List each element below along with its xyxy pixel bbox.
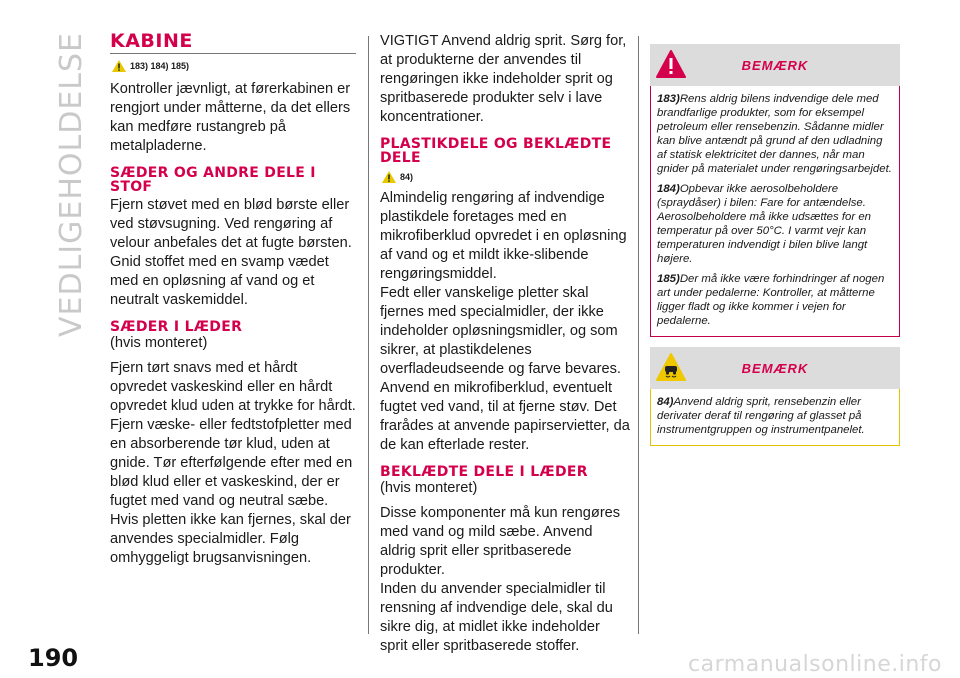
plastic-text-3: Anvend en mikrofiberklud, eventuelt fugtet ved vand, til at fjerne støv. Det frarådes at anvende papirservietter, da de kan efterlade rester.: [380, 380, 630, 453]
fabric-text: Fjern støvet med en blød børste eller ved støvsugning. Ved rengøring af velour anbefales det at fugte børsten. Gnid stoffet med en svamp vædet med en opløsning af vand og et neutralt vaskemiddel.: [110, 197, 352, 308]
leather-text: Fjern tørt snavs med et hårdt opvredet vaskeskind eller en hårdt opvredet klud uden at trykke for hårdt.: [110, 360, 356, 414]
column-divider-1: [368, 36, 369, 634]
leather-parts-subtitle: (hvis monteret): [380, 480, 478, 496]
note-item: [657, 395, 893, 437]
note-item-number: 185): [657, 273, 680, 285]
note-title: BEMÆRK: [741, 57, 809, 73]
note-item-text: Opbevar ikke aerosolbeholdere (spraydåser) i bilen: Fare for antændelse. Aerosolbeholdere må ikke udsættes for en temperatur på over 50°C. I varmt vejr kan temperaturen indvendigt i bilen blive langt højere.: [657, 183, 872, 265]
car-skid-caution-icon: [656, 353, 686, 381]
heading-leather-seats: SÆDER I LÆDER: [110, 319, 243, 335]
leather-text-2: Fjern væske- eller fedtstofpletter med en absorberende tør klud, uden at gnide. Tør efterfølgende efter med en blød klud eller et vaskeskind, der er fugtet med vand og neutral sæbe. Hvis pletten ikke kan fjernes, skal der anvendes specialmidler. Følg omhyggeligt brugsanvisningen.: [110, 417, 353, 566]
page-number: 190: [28, 644, 79, 672]
column-3: [650, 44, 900, 446]
watermark: carmanualsonline.info: [688, 652, 942, 677]
note-body-warning: [650, 86, 900, 337]
note-item-text: Rens aldrig bilens indvendige dele med brandfarlige produkter, som for eksempel petroleum eller rensebenzin. Sådanne midler kan blive antændt på grund af den udladning af statisk elektricitet der dannes, når man gnider på materialet under rengøringsarbejdet.: [657, 93, 892, 175]
heading-leather-parts: BEKLÆDTE DELE I LÆDER: [380, 464, 588, 480]
note-item: [657, 92, 893, 176]
plastic-text: Almindelig rengøring af indvendige plastikdele foretages med en mikrofiberklud opvredet i en opløsning af vand og et mildt ikke-slibende rengøringsmiddel.: [380, 190, 627, 282]
note-item-text: Anvend aldrig sprit, rensebenzin eller derivater deraf til rengøring af glasset på instrumentgruppen og instrumentpanelet.: [657, 396, 865, 436]
warning-triangle-icon: [112, 60, 126, 72]
note-item-number: 184): [657, 183, 680, 195]
caution-triangle-icon: [382, 171, 396, 183]
column-1: [110, 30, 356, 571]
note-body-caution: [650, 389, 900, 446]
note-item: [657, 182, 893, 266]
column-2: [380, 32, 630, 659]
warning-refs: [112, 60, 356, 72]
leather-parts-text: Disse komponenter må kun rengøres med vand og mild sæbe. Anvend aldrig sprit eller spritbaserede produkter.: [380, 505, 621, 578]
note-item-number: 183): [657, 93, 680, 105]
plastic-text-2: Fedt eller vanskelige pletter skal fjernes med specialmidler, der ikke indeholder opløsningsmidler, og som sikrer, at plastikdelenes overfladeudseende og farve bevares.: [380, 285, 621, 377]
section-side-title: VEDLIGEHOLDELSE: [54, 32, 89, 337]
leather-parts-text-2: Inden du anvender specialmidler til rensning af indvendige dele, skal du sikre dig, at midlet ikke indeholder sprit eller spritbaserede stoffer.: [380, 581, 613, 654]
note-item-number: 84): [657, 396, 674, 408]
note-item-text: Der må ikke være forhindringer af nogen art under pedalerne: Kontroller, at måtterne ligger fladt og ikke kommer i vejen for pedalerne.: [657, 273, 885, 327]
column-divider-2: [638, 36, 639, 634]
ref-number: 84): [400, 172, 414, 182]
note-header-warning: [650, 44, 900, 86]
heading-plastic: PLASTIKDELE OG BEKLÆDTE DELE: [380, 136, 612, 166]
warning-icon: [656, 50, 686, 78]
note-item: [657, 272, 893, 328]
plastic-refs: [382, 171, 630, 183]
note-header-caution: [650, 347, 900, 389]
heading-kabine: KABINE: [110, 30, 356, 54]
intro-text: Kontroller jævnligt, at førerkabinen er rengjort under måtterne, da det ellers kan medføre rustangreb på metalpladerne.: [110, 81, 351, 154]
ref-numbers: 183) 184) 185): [130, 61, 190, 71]
heading-fabric-seats: SÆDER OG ANDRE DELE I STOF: [110, 165, 316, 195]
note-title: BEMÆRK: [741, 360, 809, 376]
leather-subtitle: (hvis monteret): [110, 335, 208, 351]
important-text: VIGTIGT Anvend aldrig sprit. Sørg for, at produkterne der anvendes til rengøringen ikke indeholder sprit og spritbaserede produkter selv i lave koncentrationer.: [380, 33, 627, 125]
